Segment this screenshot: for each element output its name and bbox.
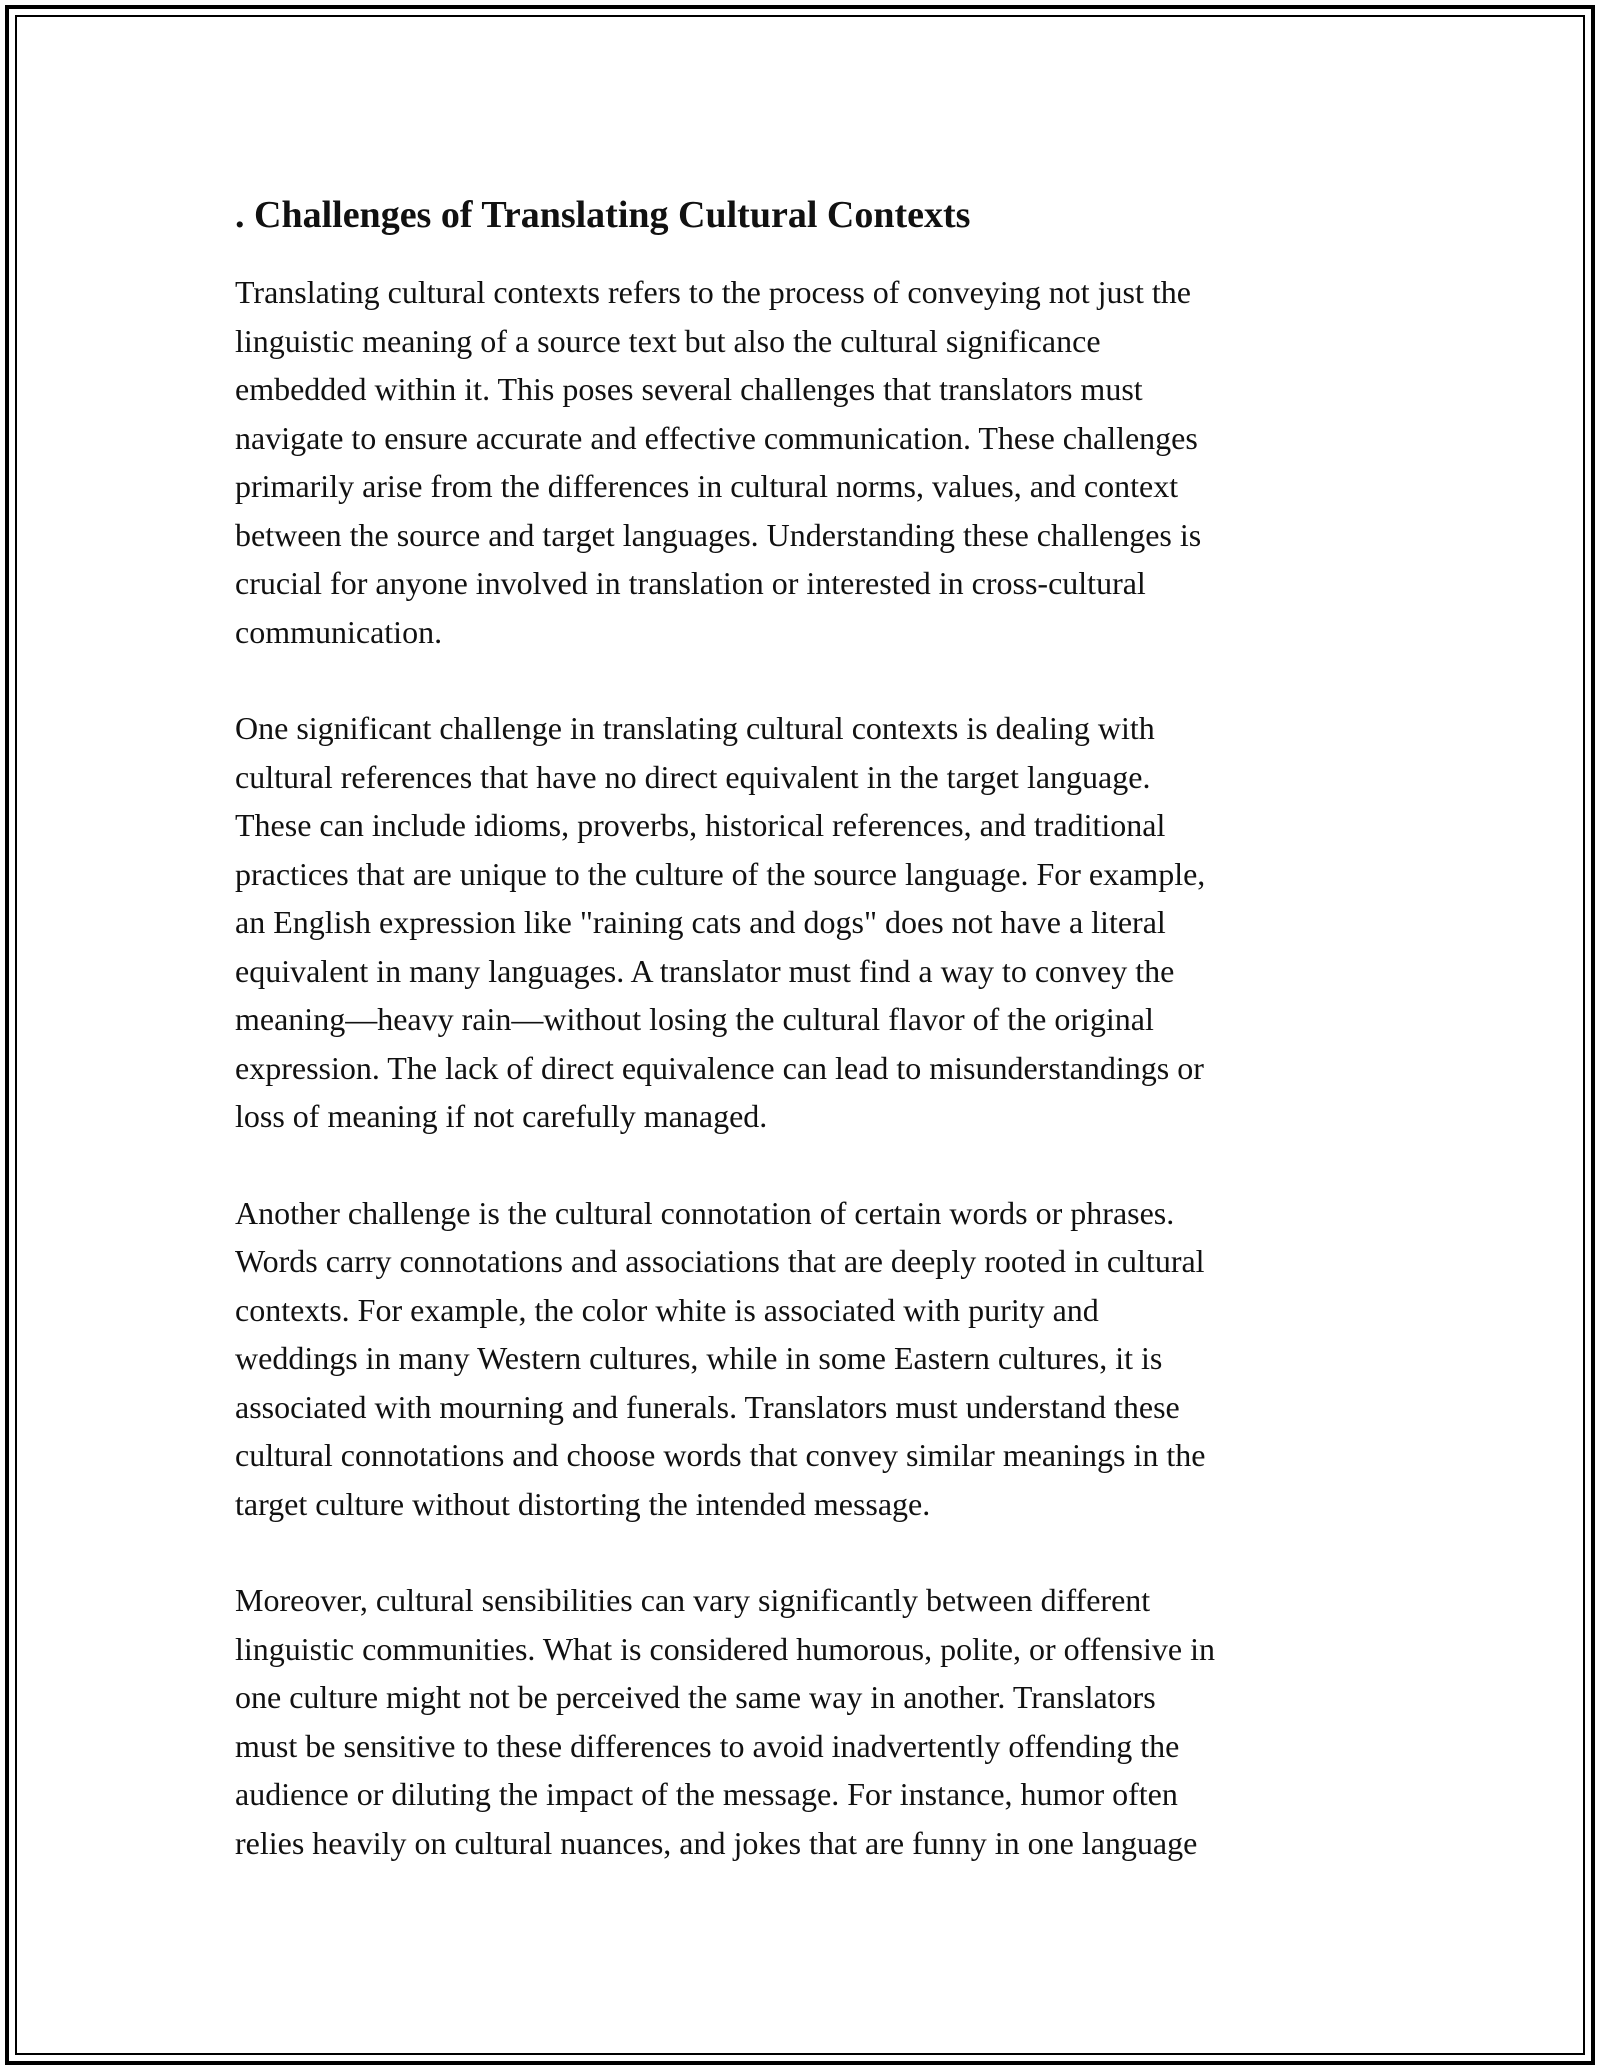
paragraph-3-line-3: contexts. For example, the color white is associated with purity and [235, 1291, 1099, 1328]
paragraph-2-line-1: One significant challenge in translating cultural contexts is dealing with [235, 710, 1155, 746]
paragraph-4-line-2: linguistic communities. What is considered humorous, polite, or offensive in [235, 1630, 1215, 1667]
paragraph-2-line-3: These can include idioms, proverbs, historical references, and traditional [235, 807, 1166, 843]
paragraph-1-line-6: between the source and target languages. Understanding these challenges is [235, 516, 1202, 553]
paragraph-1-line-1: Translating cultural contexts refers to the process of conveying not just the [235, 274, 1191, 310]
paragraph-2-line-4: practices that are unique to the culture of the source language. For example, [235, 855, 1206, 892]
paragraph-1 [235, 268, 1385, 656]
paragraph-1-line-3: embedded within it. This poses several challenges that translators must [235, 371, 1143, 407]
paragraph-4-line-3: one culture might not be perceived the same way in another. Translators [235, 1679, 1156, 1715]
paragraph-3-line-6: cultural connotations and choose words that convey similar meanings in the [235, 1437, 1206, 1473]
paragraph-4-line-1: Moreover, cultural sensibilities can vary significantly between different [235, 1582, 1151, 1618]
paragraph-1-line-5: primarily arise from the differences in cultural norms, values, and context [235, 468, 1179, 504]
paragraph-2-line-8: expression. The lack of direct equivalence can lead to misunderstandings or [235, 1049, 1204, 1086]
section-title: . Challenges of Translating Cultural Contexts [235, 194, 971, 236]
paragraph-3-line-4: weddings in many Western cultures, while in some Eastern cultures, it is [235, 1340, 1163, 1376]
paragraph-1-line-8: communication. [235, 613, 443, 650]
paragraph-4 [235, 1576, 1385, 1867]
paragraph-2-line-7: meaning—heavy rain—without losing the cultural flavor of the original [235, 1001, 1154, 1037]
paragraph-2-line-9: loss of meaning if not carefully managed. [235, 1098, 768, 1134]
paragraph-3-line-2: Words carry connotations and associations that are deeply rooted in cultural [235, 1243, 1205, 1279]
paragraph-3-line-5: associated with mourning and funerals. Translators must understand these [235, 1388, 1180, 1425]
paragraph-4-line-5: audience or diluting the impact of the message. For instance, humor often [235, 1776, 1178, 1812]
paragraph-4-line-6: relies heavily on cultural nuances, and jokes that are funny in one language [235, 1824, 1198, 1861]
paragraph-1-line-4: navigate to ensure accurate and effective communication. These challenges [235, 419, 1198, 456]
paragraph-3-line-7: target culture without distorting the intended message. [235, 1485, 931, 1522]
paragraph-3-line-1: Another challenge is the cultural connotation of certain words or phrases. [235, 1194, 1175, 1231]
paragraph-2 [235, 704, 1385, 1141]
paragraph-2-line-5: an English expression like "raining cats and dogs" does not have a literal [235, 904, 1166, 940]
paragraph-1-line-7: crucial for anyone involved in translation or interested in cross-cultural [235, 565, 1146, 601]
paragraph-1-line-2: linguistic meaning of a source text but also the cultural significance [235, 322, 1101, 359]
document-body [235, 186, 1385, 1915]
paragraph-2-line-6: equivalent in many languages. A translator must find a way to convey the [235, 952, 1175, 989]
paragraph-2-line-2: cultural references that have no direct equivalent in the target language. [235, 758, 1151, 795]
paragraph-3 [235, 1189, 1385, 1529]
paragraph-4-line-4: must be sensitive to these differences to avoid inadvertently offending the [235, 1727, 1180, 1764]
